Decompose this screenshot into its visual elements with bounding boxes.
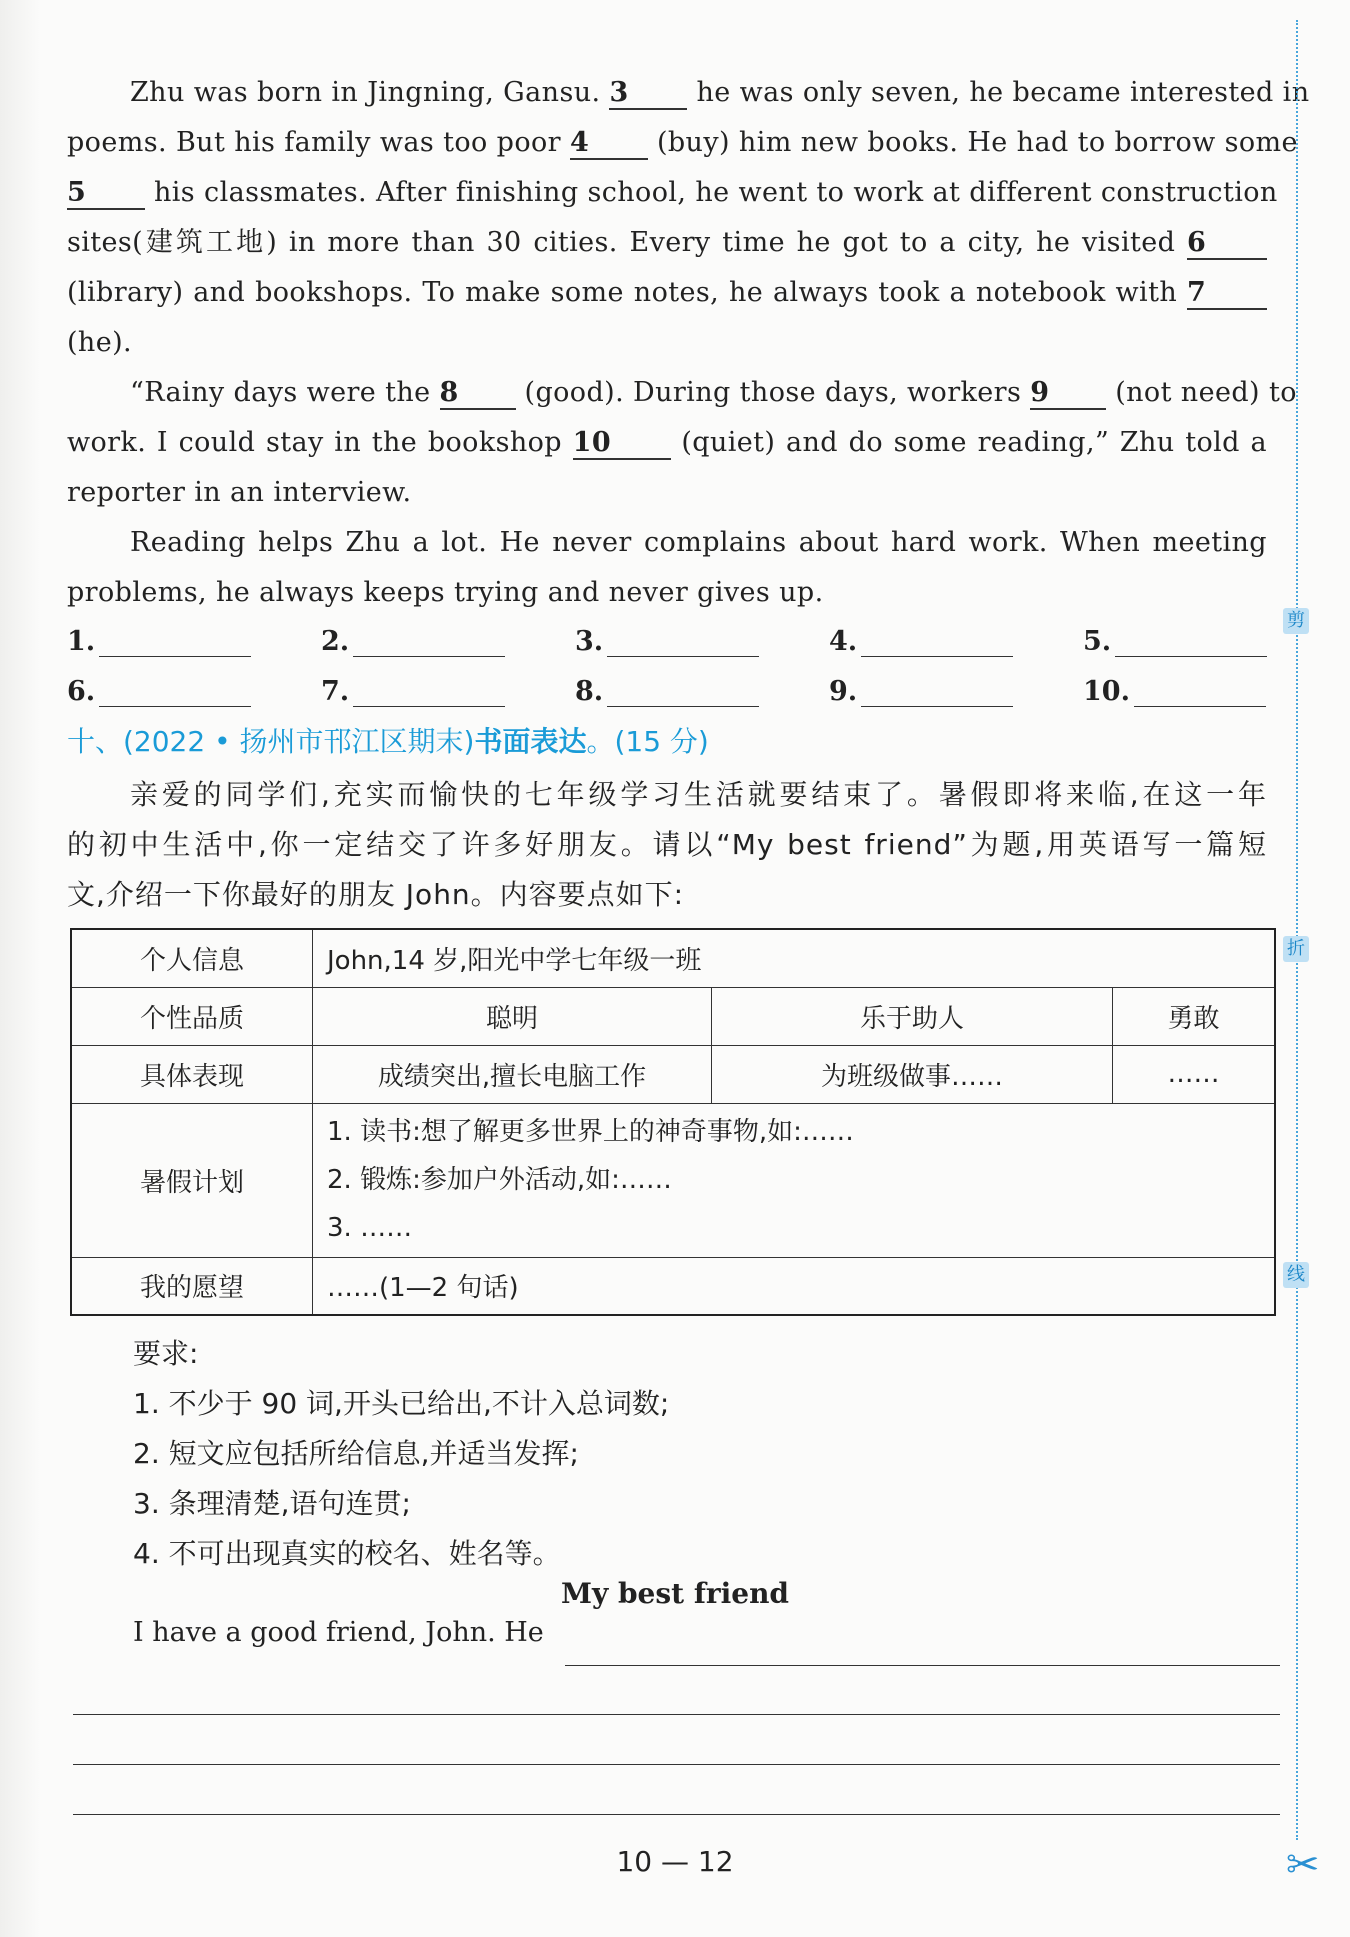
blank-4[interactable]: 4 bbox=[570, 128, 648, 160]
blank-7[interactable]: 7 bbox=[1187, 278, 1267, 310]
table-cell: 乐于助人 bbox=[712, 987, 1113, 1045]
intro-line: 文,介绍一下你最好的朋友 John。内容要点如下: bbox=[67, 878, 685, 911]
table-header-cell: 暑假计划 bbox=[71, 1103, 313, 1257]
blank-5[interactable]: 5 bbox=[67, 178, 145, 210]
blank-9[interactable]: 9 bbox=[1030, 378, 1106, 410]
answer-slot-1[interactable]: 1. bbox=[67, 626, 251, 657]
table-header-cell: 具体表现 bbox=[71, 1045, 313, 1103]
answer-slot-2[interactable]: 2. bbox=[321, 626, 505, 657]
page-edge-shadow bbox=[0, 0, 40, 1937]
plan-item: 3. …… bbox=[327, 1213, 413, 1243]
passage-line: Reading helps Zhu a lot. He never complains about hard work. When meeting bbox=[130, 527, 1267, 558]
line-tag-icon: 线 bbox=[1283, 1262, 1309, 1288]
table-cell: ……(1—2 句话) bbox=[313, 1257, 1276, 1315]
plan-item: 1. 读书:想了解更多世界上的神奇事物,如:…… bbox=[327, 1117, 854, 1147]
blank-10[interactable]: 10 bbox=[573, 428, 671, 460]
answer-slot-6[interactable]: 6. bbox=[67, 676, 251, 707]
answer-slot-3[interactable]: 3. bbox=[575, 626, 759, 657]
answer-slot-4[interactable]: 4. bbox=[829, 626, 1013, 657]
passage-line: work. I could stay in the bookshop 10 (quiet) and do some reading,” Zhu told a bbox=[67, 427, 1268, 458]
table-cell: 为班级做事…… bbox=[712, 1045, 1113, 1103]
cut-dotted-line bbox=[1296, 20, 1298, 1840]
requirement-item: 4. 不可出现真实的校名、姓名等。 bbox=[133, 1537, 561, 1570]
page-number: 10 — 12 bbox=[616, 1845, 734, 1878]
table-cell: …… bbox=[1113, 1045, 1276, 1103]
answer-slot-9[interactable]: 9. bbox=[829, 676, 1013, 707]
writing-line[interactable] bbox=[565, 1665, 1280, 1666]
fold-tag-icon: 折 bbox=[1283, 936, 1309, 962]
passage-line: (he). bbox=[67, 327, 133, 358]
requirement-item: 1. 不少于 90 词,开头已给出,不计入总词数; bbox=[133, 1387, 670, 1420]
table-header-cell: 个性品质 bbox=[71, 987, 313, 1045]
summer-plan-cell bbox=[313, 1103, 1276, 1257]
table-cell: 聪明 bbox=[313, 987, 712, 1045]
intro-line: 亲爱的同学们,充实而愉快的七年级学习生活就要结束了。暑假即将来临,在这一年 bbox=[130, 778, 1267, 811]
answer-slot-8[interactable]: 8. bbox=[575, 676, 759, 707]
requirement-item: 2. 短文应包括所给信息,并适当发挥; bbox=[133, 1437, 579, 1470]
content-points-table bbox=[70, 928, 1276, 1316]
scissors-icon: ✂ bbox=[1286, 1842, 1320, 1888]
table-cell: 勇敢 bbox=[1113, 987, 1276, 1045]
passage-line: reporter in an interview. bbox=[67, 477, 412, 508]
cut-tag-icon: 剪 bbox=[1283, 608, 1309, 634]
passage-line: poems. But his family was too poor 4 (buy) him new books. He had to borrow some bbox=[67, 127, 1298, 158]
passage-line: Zhu was born in Jingning, Gansu. 3 he was only seven, he became interested in bbox=[130, 77, 1310, 108]
passage-line: 5 his classmates. After finishing school, he went to work at different construction bbox=[67, 177, 1278, 208]
section-title: 十、(2022 • 扬州市邗江区期末)书面表达。(15 分) bbox=[67, 725, 709, 758]
writing-line[interactable] bbox=[73, 1814, 1280, 1815]
table-header-cell: 我的愿望 bbox=[71, 1257, 313, 1315]
essay-title: My best friend bbox=[560, 1577, 790, 1610]
intro-line: 的初中生活中,你一定结交了许多好朋友。请以“My best friend”为题,用英语写一篇短 bbox=[67, 828, 1267, 861]
passage-line: “Rainy days were the 8 (good). During those days, workers 9 (not need) to bbox=[130, 377, 1297, 408]
requirement-item: 3. 条理清楚,语句连贯; bbox=[133, 1487, 411, 1520]
requirements-title: 要求: bbox=[133, 1337, 199, 1370]
writing-line[interactable] bbox=[73, 1714, 1280, 1715]
blank-8[interactable]: 8 bbox=[440, 378, 516, 410]
passage-line: sites(建筑工地) in more than 30 cities. Every time he got to a city, he visited 6 bbox=[67, 218, 1267, 268]
table-cell: 成绩突出,擅长电脑工作 bbox=[313, 1045, 712, 1103]
writing-line[interactable] bbox=[73, 1764, 1280, 1765]
passage-line: (library) and bookshops. To make some notes, he always took a notebook with 7 bbox=[67, 268, 1267, 318]
answer-slot-5[interactable]: 5. bbox=[1083, 626, 1267, 657]
answer-slot-10[interactable]: 10. bbox=[1083, 676, 1266, 707]
blank-6[interactable]: 6 bbox=[1187, 228, 1267, 260]
essay-opening: I have a good friend, John. He bbox=[133, 1617, 544, 1648]
table-header-cell: 个人信息 bbox=[71, 929, 313, 987]
passage-line: problems, he always keeps trying and never gives up. bbox=[67, 577, 824, 608]
blank-3[interactable]: 3 bbox=[609, 78, 687, 110]
plan-item: 2. 锻炼:参加户外活动,如:…… bbox=[327, 1165, 672, 1195]
answer-slot-7[interactable]: 7. bbox=[321, 676, 505, 707]
table-cell: John,14 岁,阳光中学七年级一班 bbox=[313, 929, 1276, 987]
